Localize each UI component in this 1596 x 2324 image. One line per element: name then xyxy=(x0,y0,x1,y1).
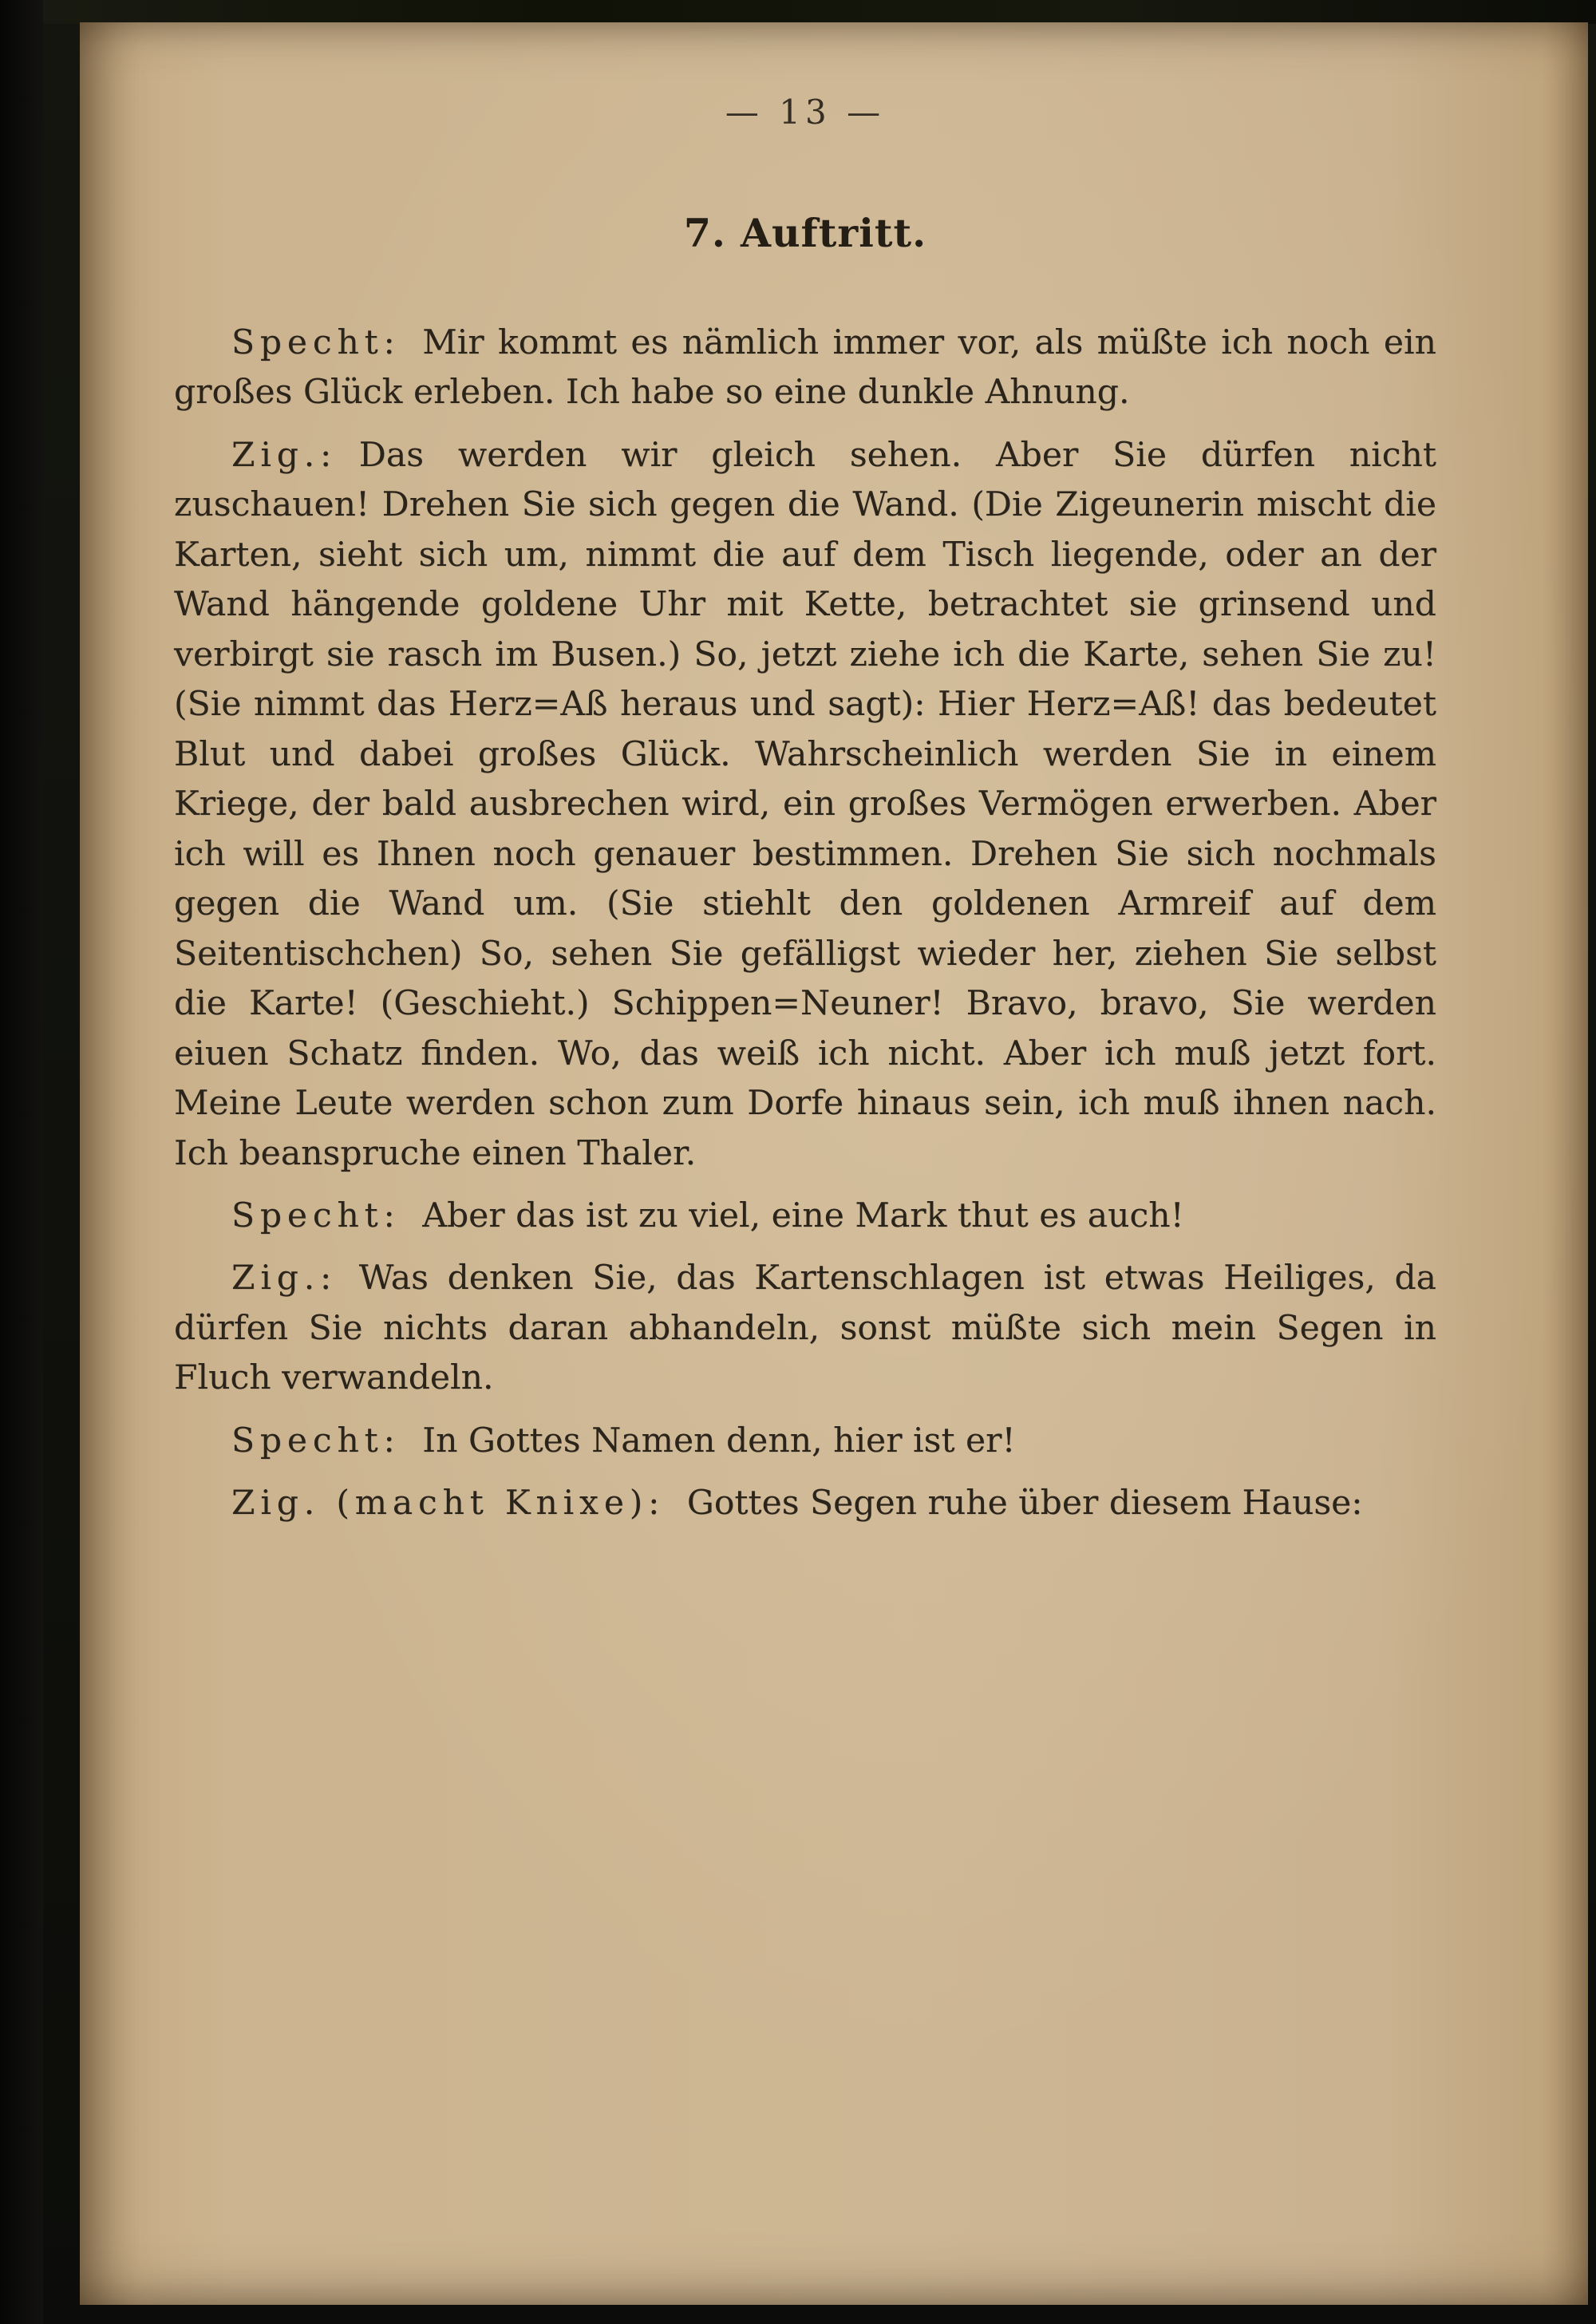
dialogue-paragraph xyxy=(174,1417,1436,1466)
dialogue-paragraph xyxy=(174,1192,1436,1241)
page-edge-stack xyxy=(43,22,80,2303)
paragraph-text: Gottes Segen ruhe über diesem Hause: xyxy=(686,1484,1363,1524)
speaker-label: Specht: xyxy=(231,323,401,362)
scan-top-edge xyxy=(0,0,1596,24)
paragraph-text: Was denken Sie, das Kartenschlagen ist etwas Heiliges, da dürfen Sie nichts daran abhandeln, sonst müßte sich mein Segen in Fluch verwandeln. xyxy=(174,1259,1436,1398)
paragraph-text: Das werden wir gleich sehen. Aber Sie dürfen nicht zuschauen! Drehen Sie sich gegen die Wand. (Die Zigeunerin mischt die Karten, sieht sich um, nimmt die auf dem Tisch liegende, oder an der Wand hängende goldene Uhr mit Kette, betrachtet sie grinsend und verbirgt sie rasch im Busen.) So, jetzt ziehe ich die Karte, sehen Sie zu! (Sie nimmt das Herz=Aß heraus und sagt): Hier Herz=Aß! das bedeutet Blut und dabei großes Glück. Wahrscheinlich werden Sie in einem Kriege, der bald ausbrechen wird, ein großes Vermögen erwerben. Aber ich will es Ihnen noch genauer bestimmen. Drehen Sie sich nochmals gegen die Wand um. (Sie stiehlt den goldenen Armreif auf dem Seitentischchen) So, sehen Sie gefälligst wieder her, ziehen Sie selbst die Karte! (Geschieht.) Schippen=Neuner! Bravo, bravo, Sie werden eiuen Schatz finden. Wo, das weiß ich nicht. Aber ich muß jetzt fort. Meine Leute werden schon zum Dorfe hinaus sein, ich muß ihnen nach. Ich beanspruche einen Thaler. xyxy=(174,435,1436,1173)
book-spine xyxy=(0,0,43,2324)
dialogue-paragraph xyxy=(174,1479,1436,1528)
paper-page xyxy=(80,22,1588,2305)
paragraph-text: Aber das ist zu viel, eine Mark thut es auch! xyxy=(422,1196,1184,1235)
paragraph-text: In Gottes Namen denn, hier ist er! xyxy=(422,1421,1016,1460)
dialogue-paragraph xyxy=(174,318,1436,418)
speaker-label: Zig.: xyxy=(231,435,338,475)
scene-heading: 7. Auftritt. xyxy=(683,210,927,256)
speaker-label: Zig.: xyxy=(231,1259,338,1298)
speaker-label: Specht: xyxy=(231,1421,401,1460)
dialogue-paragraph xyxy=(174,431,1436,1179)
page-content xyxy=(80,22,1588,1529)
dialogue-paragraph xyxy=(174,1254,1436,1403)
paragraph-text: Mir kommt es nämlich immer vor, als müßte ich noch ein großes Glück erleben. Ich habe so eine dunkle Ahnung. xyxy=(174,323,1436,413)
speaker-label: Specht: xyxy=(231,1196,401,1235)
speaker-label: Zig. (macht Knixe): xyxy=(231,1484,666,1524)
page-number: — 13 — xyxy=(725,93,886,132)
